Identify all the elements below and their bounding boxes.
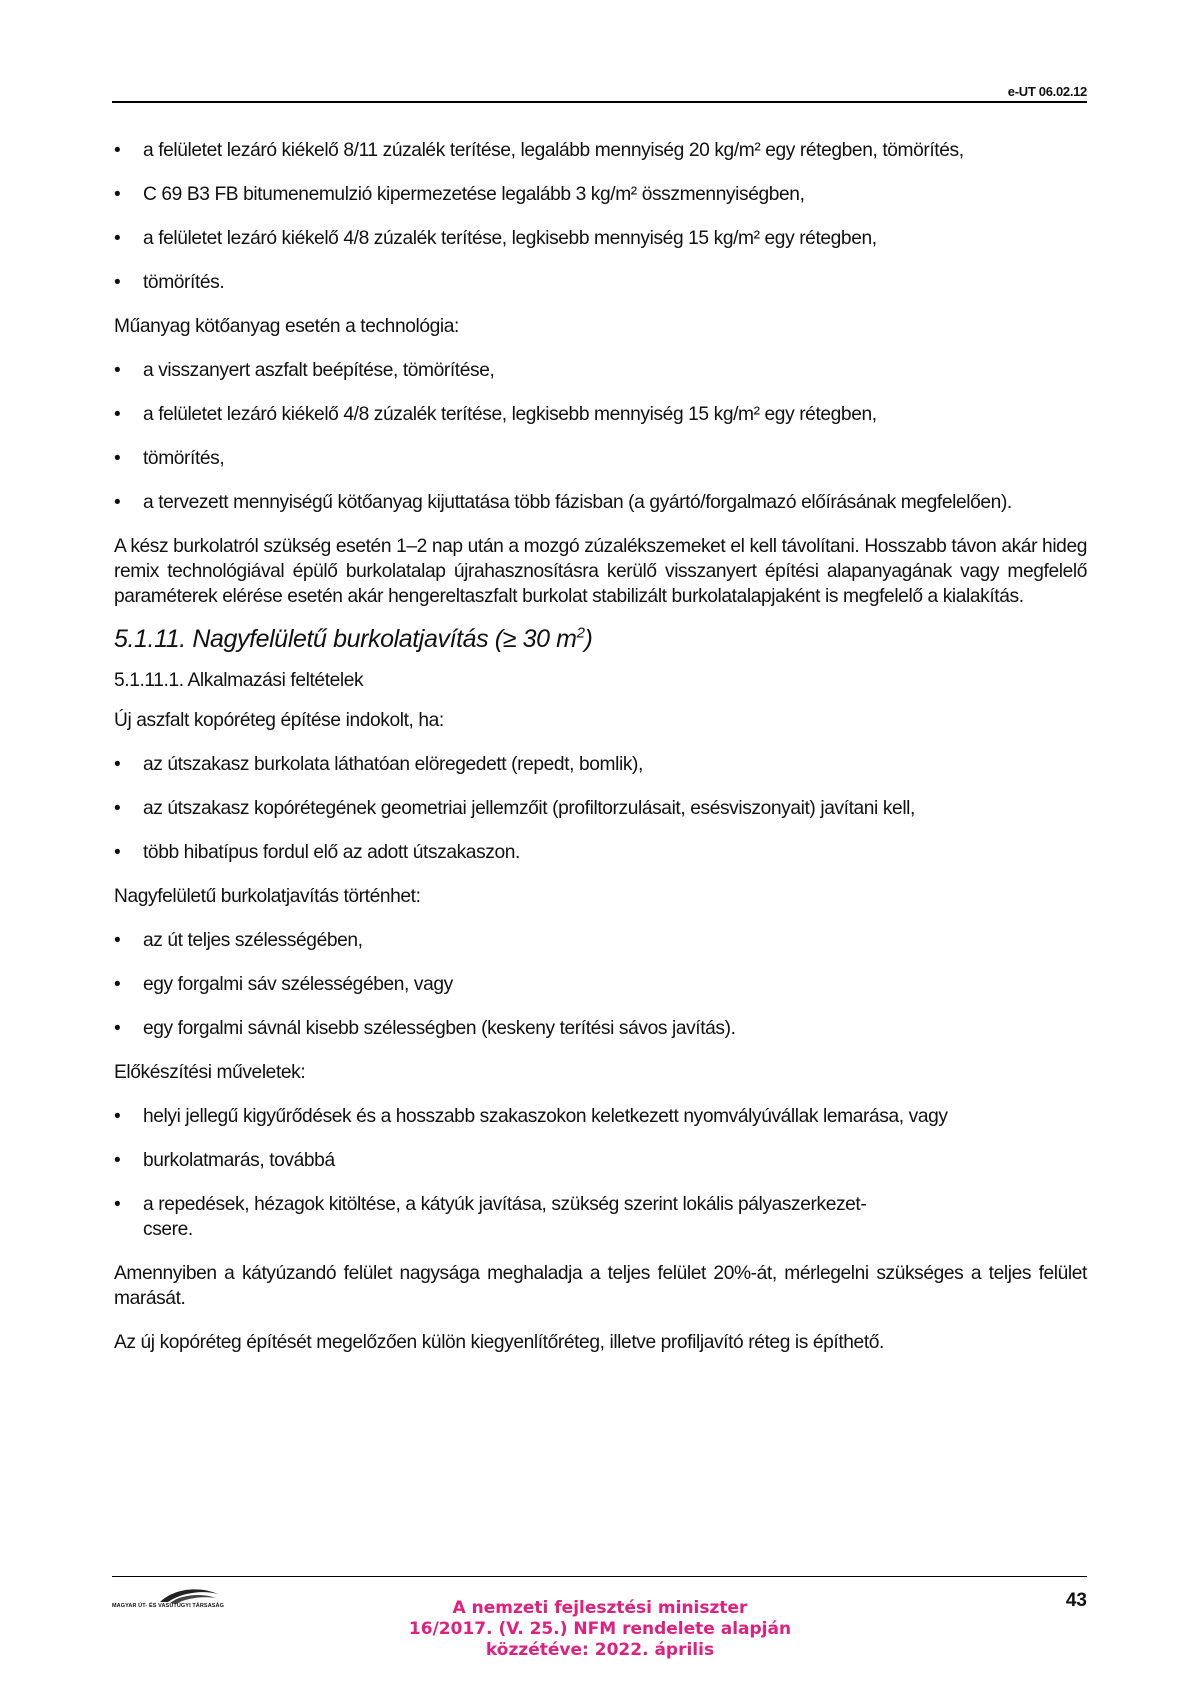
bullet-icon: • — [114, 360, 121, 381]
list-item: • több hibatípus fordul elő az adott útszakaszon. — [114, 842, 520, 863]
list-item: • helyi jellegű kigyűrődések és a hosszabb szakaszokon keletkezett nyomvályúvállak lemarása, vagy — [114, 1106, 948, 1127]
list-item: • az útszakasz burkolata láthatóan elöregedett (repedt, bomlik), — [114, 754, 643, 775]
paragraph-plastic-binder: Műanyag kötőanyag esetén a technológia: — [114, 316, 459, 337]
bullet-icon: • — [114, 228, 121, 249]
bullet-icon: • — [114, 448, 121, 469]
notice-line: közzétéve: 2022. április — [485, 1640, 715, 1660]
bullet-list-conditions — [114, 752, 1087, 865]
society-logo — [112, 1582, 262, 1616]
list-item: • tömörítés, — [114, 448, 225, 469]
list-item: • az út teljes szélességében, — [114, 930, 363, 951]
section-heading: 5.1.11. Nagyfelületű burkolatjavítás (≥ 30 $m^2$) — [114, 624, 593, 653]
list-item: • egy forgalmi sávnál kisebb szélességben (keskeny terítési sávos javítás). — [114, 1018, 736, 1039]
document-code: e-UT 06.02.12 — [1007, 84, 1087, 99]
list-item: • az útszakasz kopórétegének geometriai jellemzőit (profiltorzulásait, esésviszonyait) javítani kell, — [114, 798, 915, 819]
list-item: • burkolatmarás, továbbá — [114, 1150, 335, 1171]
bullet-icon: • — [114, 974, 121, 995]
list-item: • a tervezett mennyiségű kötőanyag kijuttatása több fázisban (a gyártó/forgalmazó előírásának megfelelően). — [114, 492, 1012, 513]
bullet-list-plastic — [114, 358, 1087, 515]
bullet-list-repair-width — [114, 928, 1087, 1041]
paragraph-leveling-layer: Az új kopóréteg építését megelőzően külön kiegyenlítőréteg, illetve profiljavító réteg is építhető. — [114, 1332, 884, 1353]
list-item: • tömörítés. — [114, 272, 225, 293]
bullet-icon: • — [114, 1106, 121, 1127]
list-item: • a felületet lezáró kiékelő 4/8 zúzalék terítése, legkisebb mennyiség 15 kg/m² egy rétegben, — [114, 404, 877, 425]
paragraph-large-repair: Nagyfelületű burkolatjavítás történhet: — [114, 886, 421, 907]
header-rule — [112, 101, 1087, 103]
paragraph-preparation: Előkészítési műveletek: — [114, 1062, 306, 1083]
bullet-list-preparation — [114, 1104, 1087, 1242]
logo-text: MAGYAR ÚT- ÉS VASÚTÜGYI TÁRSASÁG — [112, 1603, 224, 1609]
list-item: • a repedések, hézagok kitöltése, a kátyúk javítása, szükség szerint lokális pályaszerkezet-csere. — [114, 1194, 867, 1240]
subsection-heading: 5.1.11.1. Alkalmazási feltételek — [114, 670, 364, 691]
notice-line: 16/2017. (V. 25.) NFM rendelete alapján — [408, 1619, 792, 1639]
bullet-icon: • — [114, 930, 121, 951]
bullet-icon: • — [114, 798, 121, 819]
page-body — [114, 138, 1087, 1374]
paragraph-new-wearing-course: Új aszfalt kopóréteg építése indokolt, ha: — [114, 710, 444, 731]
bullet-icon: • — [114, 1150, 121, 1171]
bullet-icon: • — [114, 492, 121, 513]
bullet-list-chipping — [114, 138, 1087, 295]
bullet-icon: • — [114, 184, 121, 205]
list-item: • a felületet lezáró kiékelő 4/8 zúzalék terítése, legkisebb mennyiség 15 kg/m² egy rétegben, — [114, 228, 877, 249]
bullet-icon: • — [114, 1194, 121, 1215]
bullet-icon: • — [114, 140, 121, 161]
bullet-icon: • — [114, 754, 121, 775]
notice-line: A nemzeti fejlesztési miniszter — [452, 1598, 748, 1618]
page-number: 43 — [1065, 1590, 1087, 1611]
list-item: • C 69 B3 FB bitumenemulzió kipermezetése legalább 3 kg/m² összmennyiségben, — [114, 184, 805, 205]
list-item: • a felületet lezáró kiékelő 8/11 zúzalék terítése, legalább mennyiség 20 kg/m² egy rétegben, tömörítés, — [114, 140, 964, 161]
bullet-icon: • — [114, 842, 121, 863]
bullet-icon: • — [114, 272, 121, 293]
bullet-icon: • — [114, 404, 121, 425]
footer-rule — [112, 1576, 1087, 1577]
list-item: • egy forgalmi sáv szélességében, vagy — [114, 974, 453, 995]
paragraph-pothole: Amennyiben a kátyúzandó felület nagysága meghaladja a teljes felület 20%-át, mérlegelni szükséges a teljes felület marását. — [114, 1263, 1087, 1309]
paragraph-finished-surface: A kész burkolatról szükség esetén 1–2 nap után a mozgó zúzalékszemeket el kell távolítani. Hosszabb távon akár hideg remix technológiával épülő burkolatalap újrahasznosításra kerülő visszanyert építési alapanyagának vagy megfelelő paraméterek elérése esetén akár hengereltaszfalt burkolat stabilizált burkolatalapjaként is megfelelő a kialakítás. — [114, 536, 1087, 607]
list-item: • a visszanyert aszfalt beépítése, tömörítése, — [114, 360, 495, 381]
publication-notice — [380, 1598, 820, 1661]
bullet-icon: • — [114, 1018, 121, 1039]
